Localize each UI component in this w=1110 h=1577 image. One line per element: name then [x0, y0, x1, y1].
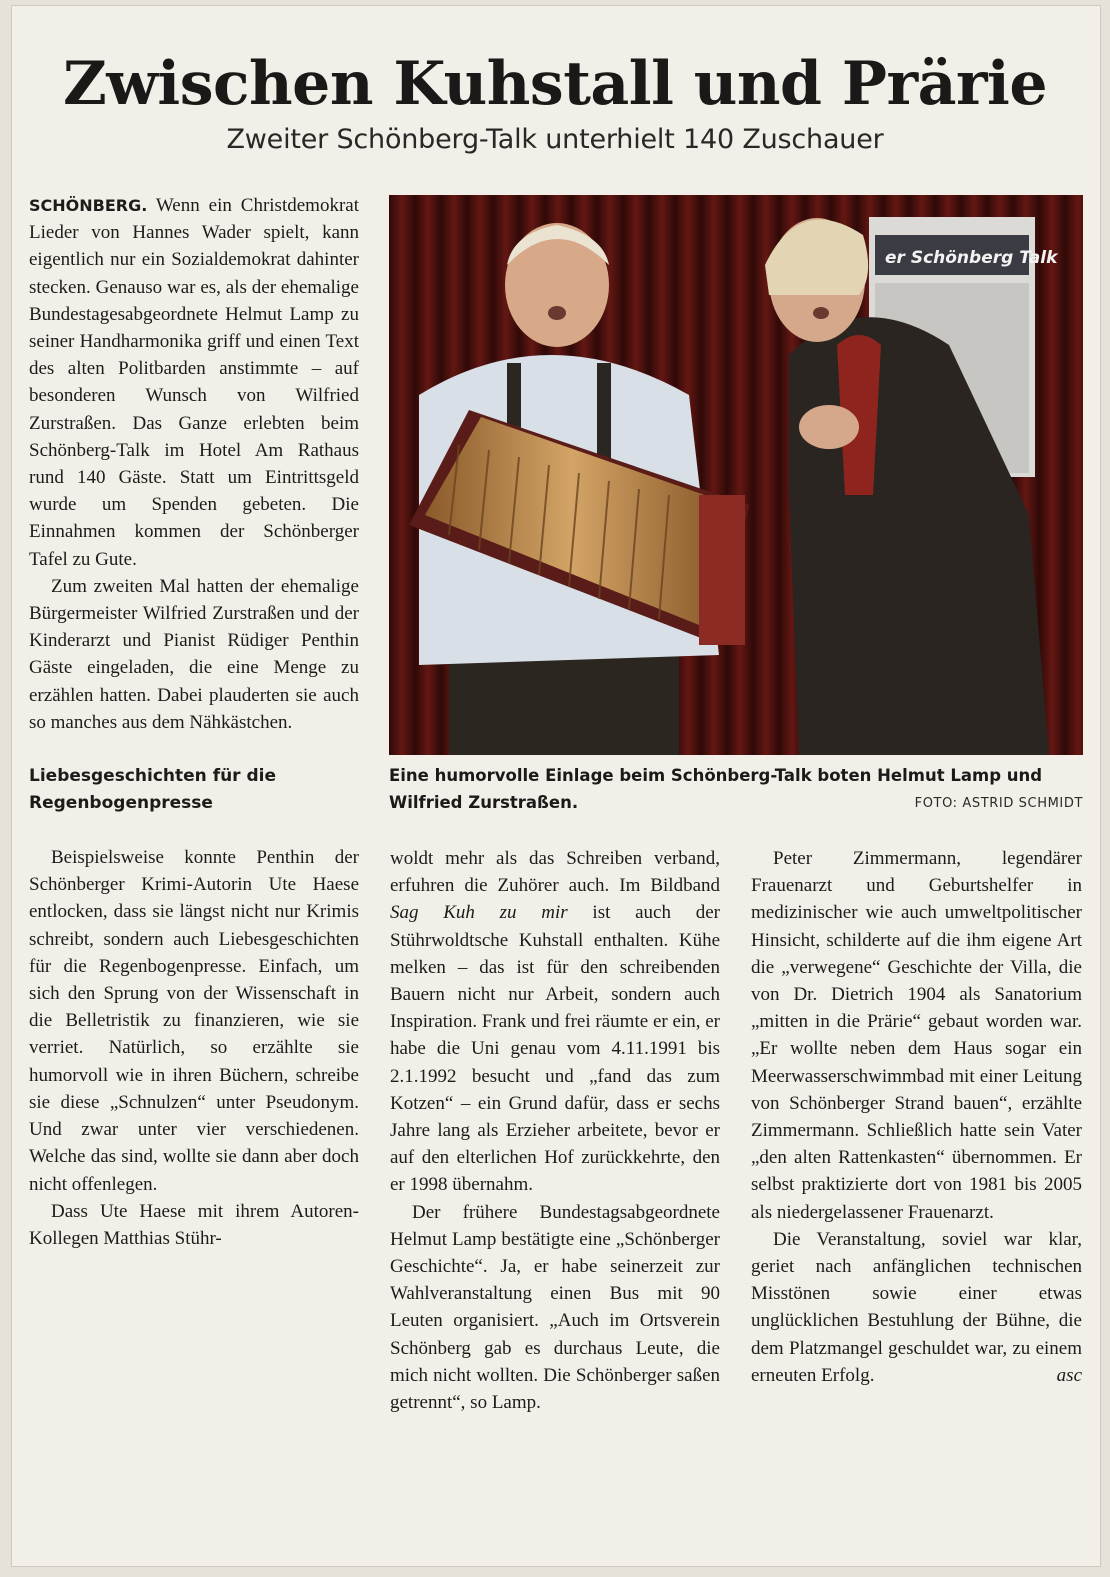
paragraph: Der frühere Bundestagsabgeordnete Helmut Lamp bestätigte eine „Schönberger Geschichte“. Ja, er habe seinerzeit zur Wahlveranstaltung einen Bus mit 90 Leuten organisiert. „Auch im Ortsverein Schönberg gab es durchaus Leute, die mich nicht wollten. Die Schönberger saßen getrennt“, so Lamp.: [390, 1201, 720, 1414]
banner-text: er Schönberg Talk: [885, 248, 1058, 268]
section-subtitle: Liebesgeschichten für die Regenbogenpresse: [29, 766, 277, 814]
paragraph: Peter Zimmermann, legendärer Frauenarzt und Geburtshelfer in medizinischer wie auch umweltpolitischer Hinsicht, schilderte auf die ihm eigene Art die „verwegene“ Geschichte der Villa, die von Dr. Dietrich 1904 als Sanatorium „mitten in die Prärie“ gebaut worden war. „Er wollte neben dem Haus sogar ein Meerwasserschwimmbad mit einer Leitung von Schönberger Strand bauen“, erzählte Zimmermann. Schließlich hatte sein Vater „den alten Rattenkasten“ übernommen. Er selbst praktizierte dort von 1981 bis 2005 als niedergelassener Frauenarzt.: [751, 848, 1082, 1223]
photo-credit: FOTO: ASTRID SCHMIDT: [914, 796, 1083, 811]
subheadline: Zweiter Schönberg-Talk unterhielt 140 Zuschauer: [226, 124, 884, 155]
column-1: [29, 192, 359, 1252]
photo-caption: Eine humorvolle Einlage beim Schönberg-Talk boten Helmut Lamp und Wilfried Zurstraßen.: [389, 766, 1043, 812]
author-signature: asc: [1056, 1364, 1082, 1386]
headline: Zwischen Kuhstall und Prärie: [62, 49, 1048, 120]
column-3: [751, 845, 1082, 1389]
paragraph: Zum zweiten Mal hatten der ehemalige Bürgermeister Wilfried Zurstraßen und der Kinderarzt und Pianist Rüdiger Penthin Gäste eingeladen, die eine Menge zu erzählen hatten. Dabei plauderten sie auch so manches aus dem Nähkästchen.: [29, 575, 359, 733]
text-run: Die Veranstaltung, soviel war klar, geriet nach anfänglichen technischen Misstönen sowie einer etwas unglücklichen Bestuhlung der Bühne, die dem Platzmangel geschuldet war, zu einem erneuten Erfolg.: [751, 1228, 1082, 1386]
column-2: [390, 845, 720, 1416]
paragraph: [390, 845, 720, 1199]
text-run: woldt mehr als das Schreiben verband, erfuhren die Zuhörer auch. Im Bildband: [390, 848, 720, 897]
lead-text: Wenn ein Christdemokrat Lieder von Hannes Wader spielt, kann eigentlich nur ein Sozialdemokrat dahinter stecken. Genauso war es, als der ehemalige Bundestagesabgeordnete Helmut Lamp zu seiner Handharmonika griff und einen Text des alten Politbarden anstimmte – auf besonderen Wunsch von Wilfried Zurstraßen. Das Ganze erlebten beim Schönberg-Talk im Hotel Am Rathaus rund 140 Gäste. Statt um Eintrittsgeld wurde um Spenden gebeten. Die Einnahmen kommen der Schönberger Tafel zu Gute.: [29, 195, 359, 570]
dateline: SCHÖNBERG.: [29, 196, 148, 215]
book-title: Sag Kuh zu mir: [390, 902, 568, 924]
paragraph: Dass Ute Haese mit ihrem Autoren-Kollegen Matthias Stühr-: [29, 1200, 359, 1249]
paragraph: [751, 1226, 1082, 1389]
article-photo: [389, 195, 1083, 755]
text-run: ist auch der Stührwoldtsche Kuhstall enthalten. Kühe melken – das ist für den schreibenden Bauern nicht nur Arbeit, sondern auch Inspiration. Frank und frei räumte er ein, er habe die Uni genau vom 4.11.1991 bis 2.1.1992 besucht und „fand das zum Kotzen“ – ein Grund dafür, dass er sechs Jahre lang als Erzieher arbeitete, bevor er auf den elterlichen Hof zurückkehrte, den er 1998 übernahm.: [390, 902, 720, 1196]
photo-illustration: [389, 195, 1083, 755]
lead-paragraph: [29, 192, 359, 573]
paragraph: Beispielsweise konnte Penthin der Schönberger Krimi-Autorin Ute Haese entlocken, dass sie längst nicht nur Krimis schreibt, sondern auch Liebesgeschichten für die Regenbogenpresse. Einfach, um sich den Sprung von der Wissenschaft in die Belletristik zu finanzieren, wie sie verriet. Natürlich, so erzählte sie humorvoll wie in ihren Büchern, schreibe sie diese „Schnulzen“ unter Pseudonym. Und zwar unter vier verschiedenen. Welche das sind, wollte sie dann aber doch nicht offenlegen.: [29, 847, 359, 1195]
